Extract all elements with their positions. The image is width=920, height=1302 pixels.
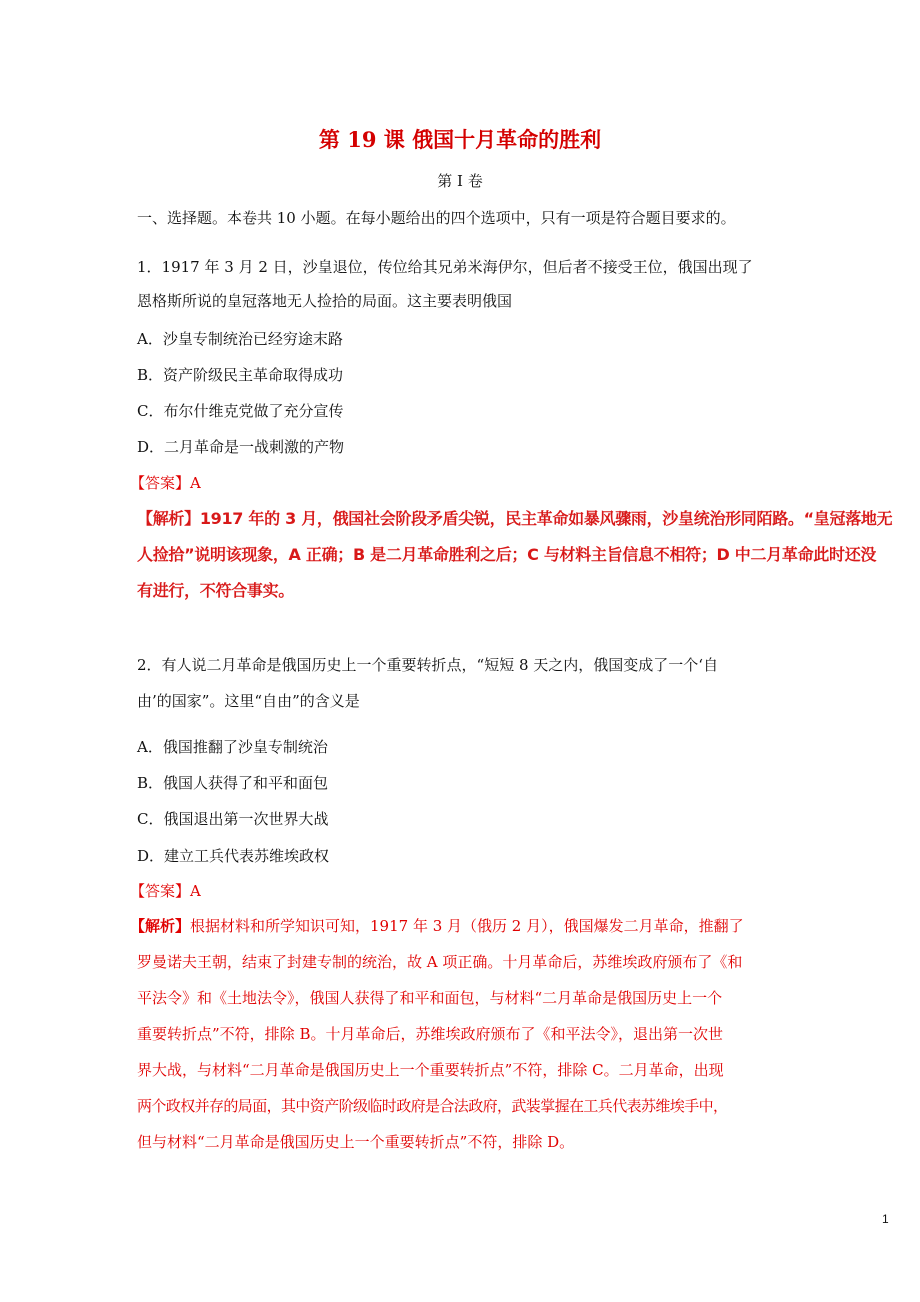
analysis-line: 两个政权并存的局面，其中资产阶级临时政府是合法政府，武装掌握在工兵代表苏维埃手中，	[137, 1097, 728, 1115]
analysis-line	[130, 916, 744, 936]
option-b: B．资产阶级民主革命取得成功	[137, 366, 344, 384]
question-stem: 由’的国家”。这里“自由”的含义是	[137, 692, 360, 710]
option-c: C．布尔什维克党做了充分宣传	[137, 402, 344, 420]
option-a: A．俄国推翻了沙皇专制统治	[137, 738, 328, 756]
section-instructions: 一、选择题。本卷共 10 小题。在每小题给出的四个选项中，只有一项是符合题目要求的。	[137, 209, 736, 227]
analysis-line: 平法令》和《土地法令》，俄国人获得了和平和面包，与材料“二月革命是俄国历史上一个	[137, 989, 723, 1007]
analysis-text: 根据材料和所学知识可知，1917 年 3 月（俄历 2 月），俄国爆发二月革命，推翻了	[190, 917, 744, 935]
analysis-line	[137, 509, 892, 529]
analysis-line: 罗曼诺夫王朝，结束了封建专制的统治，故 A 项正确。十月革命后，苏维埃政府颁布了《和	[137, 953, 743, 971]
answer-label: 【答案】	[130, 474, 191, 492]
page-title: 第 19 课 俄国十月革命的胜利	[318, 127, 602, 152]
answer	[130, 881, 201, 901]
option-c: C．俄国退出第一次世界大战	[137, 810, 329, 828]
option-d: D．建立工兵代表苏维埃政权	[137, 847, 330, 865]
analysis-line: 重要转折点”不符，排除 B。十月革命后，苏维埃政府颁布了《和平法令》，退出第一次世	[137, 1025, 723, 1043]
volume-heading: 第 I 卷	[437, 172, 483, 190]
question-stem: 1．1917 年 3 月 2 日，沙皇退位，传位给其兄弟米海伊尔，但后者不接受王位，俄国出现了	[137, 258, 753, 276]
answer	[130, 473, 201, 493]
analysis-line: 人捡拾”说明该现象，A 正确；B 是二月革命胜利之后；C 与材料主旨信息不相符；D 中二月革命此时还没	[137, 545, 877, 564]
question-stem: 恩格斯所说的皇冠落地无人捡拾的局面。这主要表明俄国	[137, 292, 513, 310]
analysis-label: 【解析】	[130, 917, 191, 935]
analysis-line: 有进行，不符合事实。	[137, 581, 295, 600]
option-d: D．二月革命是一战刺激的产物	[137, 438, 345, 456]
option-a: A．沙皇专制统治已经穷途末路	[137, 330, 343, 348]
analysis-line: 界大战，与材料“二月革命是俄国历史上一个重要转折点”不符，排除 C。二月革命，出现	[137, 1061, 724, 1079]
analysis-label: 【解析】	[137, 509, 200, 528]
option-b: B．俄国人获得了和平和面包	[137, 774, 329, 792]
analysis-line: 但与材料“二月革命是俄国历史上一个重要转折点”不符，排除 D。	[137, 1133, 575, 1151]
answer-value: A	[190, 474, 201, 492]
analysis-text: 1917 年的 3 月，俄国社会阶段矛盾尖锐，民主革命如暴风骤雨，沙皇统治形同陌路。“皇冠落地无	[199, 509, 893, 528]
page-number: 1	[882, 1212, 889, 1226]
answer-label: 【答案】	[130, 882, 191, 900]
question-stem: 2．有人说二月革命是俄国历史上一个重要转折点，“短短 8 天之内，俄国变成了一个‘自	[137, 656, 719, 674]
answer-value: A	[190, 882, 201, 900]
